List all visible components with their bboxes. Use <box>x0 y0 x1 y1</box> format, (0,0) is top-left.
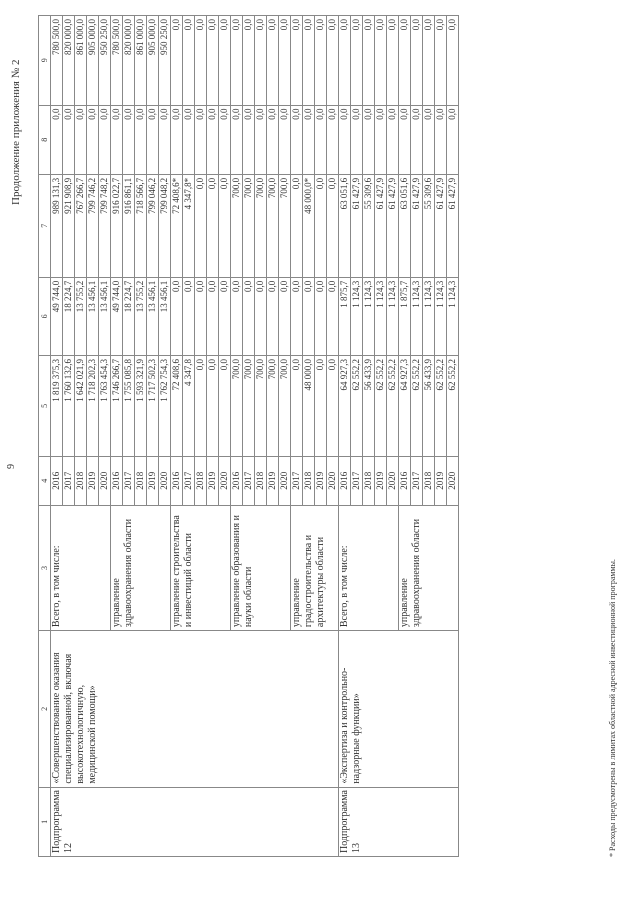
amount-cell: 0,0 <box>195 105 207 174</box>
column-number-3: 3 <box>39 505 51 630</box>
amount-cell: 767 266,7 <box>75 174 87 277</box>
amount-cell: 61 427,9 <box>387 174 399 277</box>
year-cell: 2020 <box>447 456 459 505</box>
amount-cell: 700,0 <box>279 356 291 457</box>
amount-cell: 62 552,2 <box>447 356 459 457</box>
amount-cell: 700,0 <box>267 174 279 277</box>
year-cell: 2017 <box>63 456 75 505</box>
amount-cell: 1 875,7 <box>339 277 351 355</box>
page-number: 9 <box>6 464 17 469</box>
amount-cell: 0,0 <box>87 105 99 174</box>
continuation-header: Продолжение приложения № 2 <box>10 59 22 205</box>
amount-cell: 0,0 <box>375 105 387 174</box>
amount-cell: 700,0 <box>231 356 243 457</box>
year-cell: 2019 <box>147 456 159 505</box>
year-cell: 2018 <box>195 456 207 505</box>
amount-cell: 0,0 <box>435 105 447 174</box>
amount-cell: 63 051,6 <box>399 174 411 277</box>
amount-cell: 61 427,9 <box>435 174 447 277</box>
amount-cell: 0,0 <box>207 356 219 457</box>
amount-cell: 0,0 <box>279 16 291 106</box>
amount-cell: 861 000,0 <box>75 16 87 106</box>
year-cell: 2016 <box>399 456 411 505</box>
amount-cell: 0,0 <box>195 356 207 457</box>
amount-cell: 1 124,3 <box>423 277 435 355</box>
amount-cell: 916 022,7 <box>111 174 123 277</box>
subprogram-title-cell: «Совершенствование оказания специализированной, включая высокотехнологичную, медицинской помощи» <box>51 631 339 788</box>
column-number-4: 4 <box>39 456 51 505</box>
amount-cell: 55 309,6 <box>423 174 435 277</box>
year-cell: 2017 <box>123 456 135 505</box>
amount-cell: 700,0 <box>279 174 291 277</box>
amount-cell: 62 552,2 <box>351 356 363 457</box>
amount-cell: 55 309,6 <box>363 174 375 277</box>
amount-cell: 1 124,3 <box>387 277 399 355</box>
amount-cell: 0,0 <box>399 16 411 106</box>
executor-cell: управление строительства и инвестиций области <box>171 505 231 630</box>
amount-cell: 950 250,0 <box>99 16 111 106</box>
year-cell: 2019 <box>435 456 447 505</box>
amount-cell: 700,0 <box>231 174 243 277</box>
amount-cell: 0,0 <box>159 105 171 174</box>
amount-cell: 1 718 202,3 <box>87 356 99 457</box>
amount-cell: 49 744,0 <box>51 277 63 355</box>
amount-cell: 0,0 <box>315 277 327 355</box>
amount-cell: 0,0 <box>291 277 303 355</box>
amount-cell: 0,0 <box>351 16 363 106</box>
amount-cell: 18 224,7 <box>123 277 135 355</box>
column-number-5: 5 <box>39 356 51 457</box>
amount-cell: 49 744,0 <box>111 277 123 355</box>
amount-cell: 1 763 454,3 <box>99 356 111 457</box>
table-body <box>51 16 459 857</box>
amount-cell: 0,0 <box>99 105 111 174</box>
amount-cell: 700,0 <box>255 174 267 277</box>
amount-cell: 0,0 <box>183 16 195 106</box>
amount-cell: 0,0 <box>219 277 231 355</box>
year-cell: 2020 <box>327 456 339 505</box>
year-cell: 2018 <box>303 456 315 505</box>
amount-cell: 0,0 <box>303 277 315 355</box>
amount-cell: 61 427,9 <box>411 174 423 277</box>
amount-cell: 0,0 <box>111 105 123 174</box>
year-cell: 2020 <box>387 456 399 505</box>
amount-cell: 989 131,3 <box>51 174 63 277</box>
amount-cell: 0,0 <box>255 16 267 106</box>
amount-cell: 1 593 321,9 <box>135 356 147 457</box>
year-cell: 2019 <box>267 456 279 505</box>
amount-cell: 0,0 <box>207 277 219 355</box>
amount-cell: 0,0 <box>447 105 459 174</box>
amount-cell: 820 000,0 <box>63 16 75 106</box>
amount-cell: 1 124,3 <box>363 277 375 355</box>
amount-cell: 0,0 <box>231 105 243 174</box>
amount-cell: 1 746 266,7 <box>111 356 123 457</box>
amount-cell: 4 347,8 <box>183 356 195 457</box>
amount-cell: 0,0 <box>411 105 423 174</box>
executor-cell: управление образования и науки области <box>231 505 291 630</box>
amount-cell: 0,0 <box>327 16 339 106</box>
amount-cell: 780 500,0 <box>111 16 123 106</box>
amount-cell: 905 000,0 <box>147 16 159 106</box>
amount-cell: 1 762 754,3 <box>159 356 171 457</box>
amount-cell: 0,0 <box>399 105 411 174</box>
amount-cell: 62 552,2 <box>387 356 399 457</box>
year-cell: 2017 <box>243 456 255 505</box>
amount-cell: 56 433,9 <box>363 356 375 457</box>
amount-cell: 0,0 <box>279 277 291 355</box>
amount-cell: 700,0 <box>267 356 279 457</box>
amount-cell: 72 408,6 <box>171 356 183 457</box>
amount-cell: 1 124,3 <box>411 277 423 355</box>
amount-cell: 1 124,3 <box>447 277 459 355</box>
amount-cell: 63 051,6 <box>339 174 351 277</box>
amount-cell: 0,0 <box>315 356 327 457</box>
executor-cell: управление здравоохранения области <box>399 505 459 630</box>
amount-cell: 0,0 <box>231 277 243 355</box>
year-cell: 2019 <box>87 456 99 505</box>
amount-cell: 0,0 <box>387 16 399 106</box>
amount-cell: 0,0 <box>387 105 399 174</box>
amount-cell: 0,0 <box>243 16 255 106</box>
amount-cell: 0,0 <box>219 16 231 106</box>
amount-cell: 799 746,2 <box>87 174 99 277</box>
year-cell: 2017 <box>411 456 423 505</box>
column-number-9: 9 <box>39 16 51 106</box>
amount-cell: 56 433,9 <box>423 356 435 457</box>
year-cell: 2016 <box>51 456 63 505</box>
amount-cell: 820 000,0 <box>123 16 135 106</box>
amount-cell: 48 000,0* <box>303 174 315 277</box>
amount-cell: 0,0 <box>411 16 423 106</box>
amount-cell: 0,0 <box>351 105 363 174</box>
year-cell: 2020 <box>279 456 291 505</box>
amount-cell: 62 552,2 <box>375 356 387 457</box>
amount-cell: 0,0 <box>339 16 351 106</box>
amount-cell: 1 760 132,6 <box>63 356 75 457</box>
amount-cell: 0,0 <box>435 16 447 106</box>
amount-cell: 0,0 <box>231 16 243 106</box>
amount-cell: 0,0 <box>243 105 255 174</box>
amount-cell: 0,0 <box>171 105 183 174</box>
amount-cell: 0,0 <box>243 277 255 355</box>
amount-cell: 0,0 <box>291 174 303 277</box>
amount-cell: 13 755,2 <box>135 277 147 355</box>
amount-cell: 0,0 <box>75 105 87 174</box>
amount-cell: 718 566,7 <box>135 174 147 277</box>
executor-cell: управление градостроительства и архитектуры области <box>291 505 339 630</box>
amount-cell: 0,0 <box>327 356 339 457</box>
amount-cell: 1 819 375,3 <box>51 356 63 457</box>
column-number-row <box>39 16 51 857</box>
amount-cell: 1 875,7 <box>399 277 411 355</box>
column-number-1: 1 <box>39 787 51 856</box>
column-number-8: 8 <box>39 105 51 174</box>
amount-cell: 62 552,2 <box>435 356 447 457</box>
amount-cell: 0,0 <box>423 16 435 106</box>
year-cell: 2018 <box>135 456 147 505</box>
amount-cell: 13 456,1 <box>87 277 99 355</box>
amount-cell: 905 000,0 <box>87 16 99 106</box>
year-cell: 2019 <box>375 456 387 505</box>
amount-cell: 0,0 <box>291 105 303 174</box>
amount-cell: 62 552,2 <box>411 356 423 457</box>
amount-cell: 0,0 <box>207 174 219 277</box>
year-cell: 2019 <box>207 456 219 505</box>
subprogram-cell: Подпрограмма 13 <box>339 787 459 856</box>
column-number-2: 2 <box>39 631 51 788</box>
amount-cell: 1 717 502,3 <box>147 356 159 457</box>
amount-cell: 700,0 <box>243 356 255 457</box>
amount-cell: 0,0 <box>303 105 315 174</box>
amount-cell: 0,0 <box>363 16 375 106</box>
amount-cell: 0,0 <box>219 356 231 457</box>
executor-cell: Всего, в том числе: <box>339 505 399 630</box>
amount-cell: 0,0 <box>447 16 459 106</box>
amount-cell: 1 124,3 <box>435 277 447 355</box>
amount-cell: 700,0 <box>243 174 255 277</box>
year-cell: 2020 <box>219 456 231 505</box>
year-cell: 2020 <box>99 456 111 505</box>
amount-cell: 13 456,1 <box>159 277 171 355</box>
amount-cell: 0,0 <box>327 174 339 277</box>
table-row <box>51 16 63 857</box>
amount-cell: 0,0 <box>363 105 375 174</box>
amount-cell: 0,0 <box>315 174 327 277</box>
amount-cell: 0,0 <box>135 105 147 174</box>
amount-cell: 48 000,0 <box>303 356 315 457</box>
column-number-6: 6 <box>39 277 51 355</box>
amount-cell: 0,0 <box>327 105 339 174</box>
amount-cell: 0,0 <box>195 174 207 277</box>
amount-cell: 1 755 085,8 <box>123 356 135 457</box>
amount-cell: 0,0 <box>183 277 195 355</box>
subprogram-cell: Подпрограмма 12 <box>51 787 339 856</box>
amount-cell: 61 427,9 <box>447 174 459 277</box>
executor-cell: Всего, в том числе: <box>51 505 111 630</box>
amount-cell: 18 224,7 <box>63 277 75 355</box>
amount-cell: 1 124,3 <box>351 277 363 355</box>
year-cell: 2017 <box>183 456 195 505</box>
amount-cell: 0,0 <box>267 277 279 355</box>
amount-cell: 0,0 <box>339 105 351 174</box>
table-row <box>339 16 351 857</box>
amount-cell: 799 046,2 <box>147 174 159 277</box>
amount-cell: 0,0 <box>123 105 135 174</box>
amount-cell: 61 427,9 <box>351 174 363 277</box>
amount-cell: 0,0 <box>291 356 303 457</box>
year-cell: 2016 <box>339 456 351 505</box>
amount-cell: 0,0 <box>315 105 327 174</box>
footnote: * Расходы предусмотрены в лимитах областной адресной инвестиционной программы. <box>608 559 617 857</box>
amount-cell: 861 000,0 <box>135 16 147 106</box>
amount-cell: 921 908,9 <box>63 174 75 277</box>
amount-cell: 0,0 <box>171 277 183 355</box>
amount-cell: 13 456,1 <box>147 277 159 355</box>
amount-cell: 780 500,0 <box>51 16 63 106</box>
year-cell: 2018 <box>363 456 375 505</box>
amount-cell: 0,0 <box>255 105 267 174</box>
year-cell: 2018 <box>75 456 87 505</box>
amount-cell: 0,0 <box>303 16 315 106</box>
year-cell: 2016 <box>231 456 243 505</box>
amount-cell: 799 748,2 <box>99 174 111 277</box>
amount-cell: 0,0 <box>219 105 231 174</box>
amount-cell: 0,0 <box>207 105 219 174</box>
amount-cell: 0,0 <box>375 16 387 106</box>
amount-cell: 0,0 <box>315 16 327 106</box>
amount-cell: 0,0 <box>279 105 291 174</box>
amount-cell: 4 347,8* <box>183 174 195 277</box>
subprogram-title-cell: «Экспертиза и контрольно-надзорные функции» <box>339 631 459 788</box>
executor-cell: управление здравоохранения области <box>111 505 171 630</box>
amount-cell: 0,0 <box>327 277 339 355</box>
year-cell: 2018 <box>423 456 435 505</box>
year-cell: 2016 <box>171 456 183 505</box>
amount-cell: 0,0 <box>147 105 159 174</box>
year-cell: 2020 <box>159 456 171 505</box>
amount-cell: 61 427,9 <box>375 174 387 277</box>
amount-cell: 0,0 <box>267 105 279 174</box>
amount-cell: 0,0 <box>267 16 279 106</box>
year-cell: 2017 <box>351 456 363 505</box>
amount-cell: 0,0 <box>195 277 207 355</box>
amount-cell: 0,0 <box>255 277 267 355</box>
amount-cell: 0,0 <box>207 16 219 106</box>
amount-cell: 0,0 <box>171 16 183 106</box>
year-cell: 2018 <box>255 456 267 505</box>
year-cell: 2017 <box>291 456 303 505</box>
amount-cell: 13 456,1 <box>99 277 111 355</box>
amount-cell: 950 250,0 <box>159 16 171 106</box>
amount-cell: 1 642 021,9 <box>75 356 87 457</box>
amount-cell: 0,0 <box>219 174 231 277</box>
amount-cell: 0,0 <box>63 105 75 174</box>
amount-cell: 799 048,2 <box>159 174 171 277</box>
amount-cell: 0,0 <box>183 105 195 174</box>
year-cell: 2019 <box>315 456 327 505</box>
amount-cell: 700,0 <box>255 356 267 457</box>
column-number-7: 7 <box>39 174 51 277</box>
amount-cell: 0,0 <box>51 105 63 174</box>
amount-cell: 13 755,2 <box>75 277 87 355</box>
amount-cell: 0,0 <box>423 105 435 174</box>
amount-cell: 0,0 <box>291 16 303 106</box>
amount-cell: 72 408,6* <box>171 174 183 277</box>
budget-table <box>38 15 459 857</box>
amount-cell: 64 927,3 <box>339 356 351 457</box>
amount-cell: 1 124,3 <box>375 277 387 355</box>
amount-cell: 916 861,1 <box>123 174 135 277</box>
amount-cell: 0,0 <box>195 16 207 106</box>
year-cell: 2016 <box>111 456 123 505</box>
amount-cell: 64 927,3 <box>399 356 411 457</box>
